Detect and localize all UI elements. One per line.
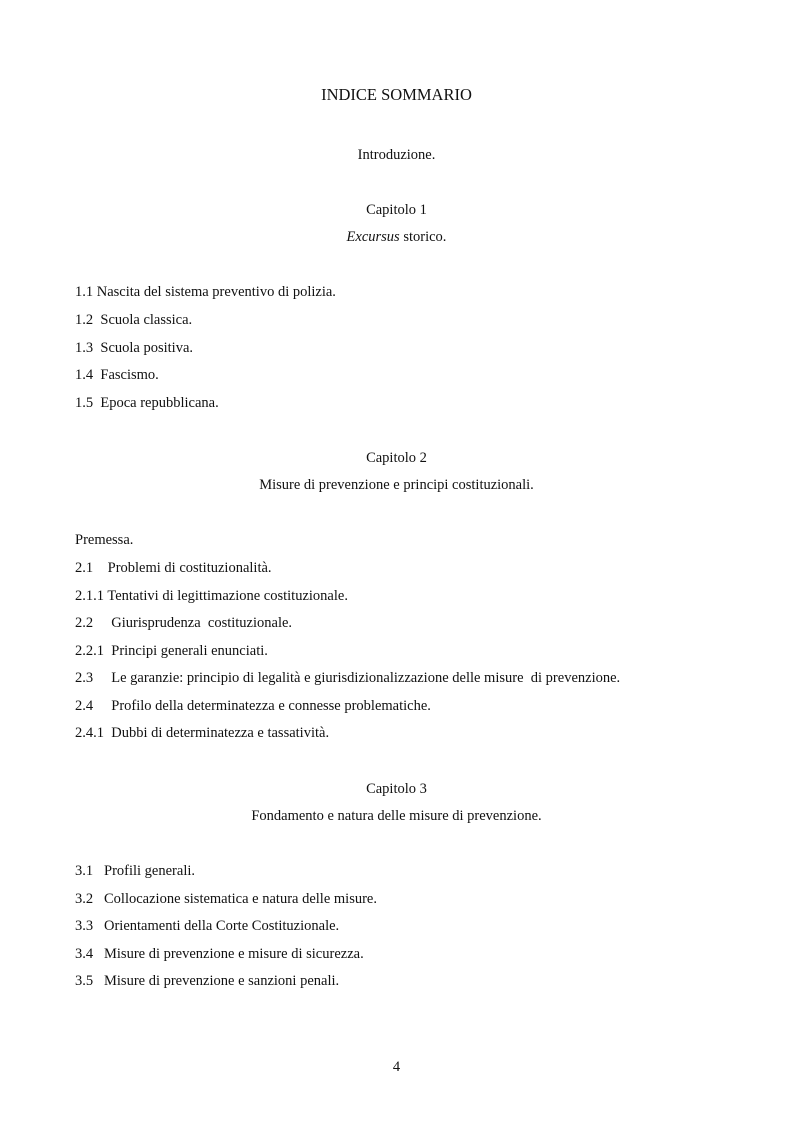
page-number: 4 xyxy=(392,1059,401,1075)
toc-item-2-2-1: 2.2.1 Principi generali enunciati. xyxy=(75,643,268,659)
toc-item-2-3: 2.3 Le garanzie: principio di legalità e giurisdizionalizzazione delle misure di prevenzione. xyxy=(75,670,621,686)
toc-item-3-5: 3.5 Misure di prevenzione e sanzioni penali. xyxy=(75,973,340,989)
chapter-1-label: Capitolo 1 xyxy=(366,202,427,218)
toc-item-3-4: 3.4 Misure di prevenzione e misure di sicurezza. xyxy=(75,946,364,962)
toc-item-2-2: 2.2 Giurisprudenza costituzionale. xyxy=(75,615,293,631)
chapter-2-subtitle: Misure di prevenzione e principi costituzionali. xyxy=(259,477,534,493)
toc-item-2-1: 2.1 Problemi di costituzionalità. xyxy=(75,560,272,576)
page-title: INDICE SOMMARIO xyxy=(321,85,472,104)
introduction-heading: Introduzione. xyxy=(357,147,436,163)
toc-item-1-1: 1.1 Nascita del sistema preventivo di polizia. xyxy=(75,284,336,300)
toc-item-1-5: 1.5 Epoca repubblicana. xyxy=(75,395,219,411)
chapter-2-label: Capitolo 2 xyxy=(366,450,427,466)
chapter-3-label: Capitolo 3 xyxy=(366,781,427,797)
chapter-1-subtitle xyxy=(0,228,793,246)
toc-item-1-2: 1.2 Scuola classica. xyxy=(75,312,193,328)
chapter-1-subtitle-rest: storico. xyxy=(399,229,447,245)
chapter-1-subtitle-italic: Excursus xyxy=(346,229,400,245)
toc-item-2-1-1: 2.1.1 Tentativi di legittimazione costituzionale. xyxy=(75,588,348,604)
toc-item-1-3: 1.3 Scuola positiva. xyxy=(75,340,194,356)
toc-item-3-1: 3.1 Profili generali. xyxy=(75,863,196,879)
toc-item-2-premessa: Premessa. xyxy=(75,532,134,548)
toc-item-3-2: 3.2 Collocazione sistematica e natura delle misure. xyxy=(75,891,377,907)
toc-item-2-4: 2.4 Profilo della determinatezza e connesse problematiche. xyxy=(75,698,431,714)
chapter-3-subtitle: Fondamento e natura delle misure di prevenzione. xyxy=(251,808,542,824)
toc-item-1-4: 1.4 Fascismo. xyxy=(75,367,159,383)
toc-item-2-4-1: 2.4.1 Dubbi di determinatezza e tassatività. xyxy=(75,725,330,741)
toc-item-3-3: 3.3 Orientamenti della Corte Costituzionale. xyxy=(75,918,340,934)
